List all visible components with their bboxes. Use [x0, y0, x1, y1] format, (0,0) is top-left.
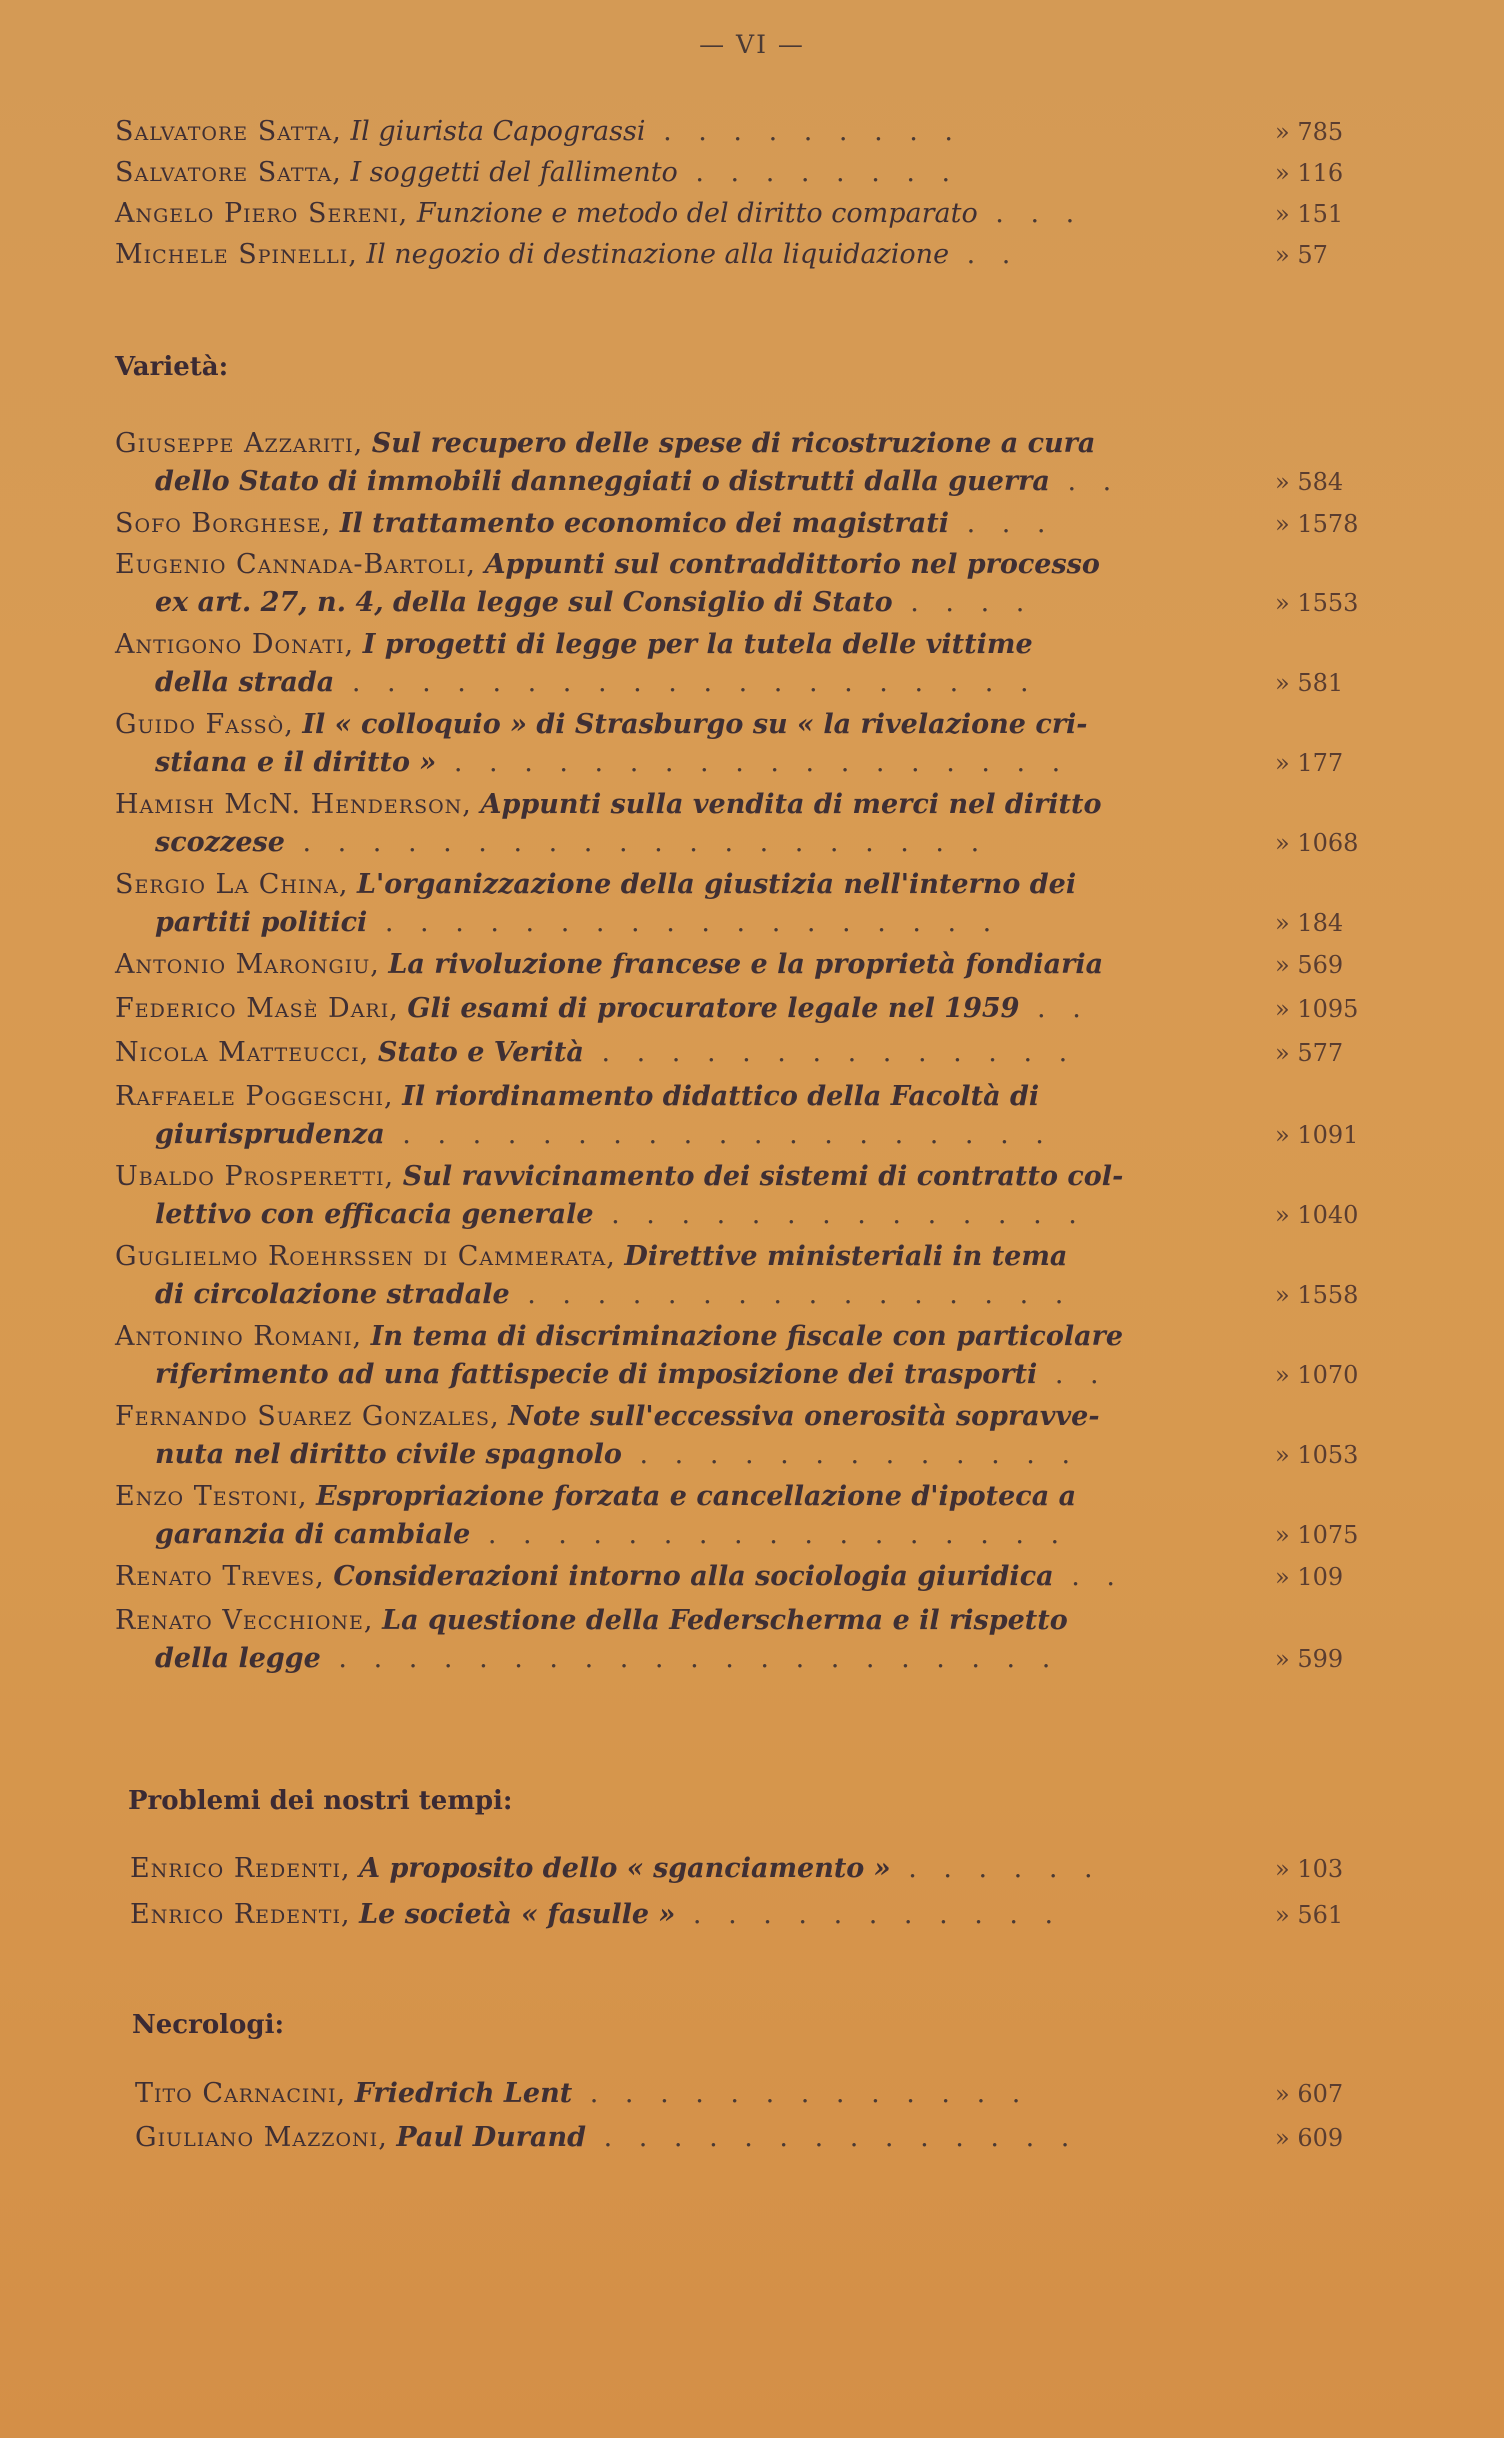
list-item — [115, 866, 1415, 946]
list-item — [115, 113, 1415, 154]
entry-title: Sul recupero delle spese di ricostruzione a cura — [371, 428, 1096, 459]
page-reference: » 1070 — [1275, 1361, 1359, 1389]
page-reference: » 116 — [1275, 159, 1344, 187]
list-item — [115, 946, 1415, 990]
entry-author: Guido Fassò, — [115, 709, 294, 740]
entry-title-continued: lettivo con efficacia generale — [155, 1199, 594, 1230]
entry-title: Gli esami di procuratore legale nel 1959 — [407, 993, 1020, 1024]
page-reference: » 103 — [1275, 1855, 1344, 1883]
list-item — [115, 1398, 1415, 1478]
entry-title-continued: ex art. 27, n. 4, della legge sul Consiglio di Stato — [155, 587, 893, 618]
entry-title: I soggetti del fallimento — [350, 157, 678, 188]
leader-dots: . . . . . . . . . — [645, 116, 962, 147]
leader-dots: . . . . . . — [890, 1853, 1102, 1884]
page-reference: » 1095 — [1275, 995, 1359, 1023]
entry-author: Sergio La China, — [115, 869, 349, 900]
leader-dots: . . . . . . . . . . . . . . — [593, 1199, 1086, 1230]
list-item — [115, 1558, 1415, 1602]
section-heading-problemi: Problemi dei nostri tempi: — [128, 1786, 513, 1816]
leader-dots: . . . . . . . . . . . . . — [572, 2078, 1030, 2109]
entry-title: Note sull'eccessiva onerosità sopravve- — [508, 1401, 1100, 1432]
entry-author: Guglielmo Roehrssen di Cammerata, — [115, 1241, 616, 1272]
entry-author: Salvatore Satta, — [115, 157, 342, 188]
page-reference: » 785 — [1275, 118, 1344, 146]
page-reference: » 1075 — [1275, 1521, 1359, 1549]
leader-dots: . . . . . . . . — [677, 157, 960, 188]
page-reference: » 1068 — [1275, 829, 1359, 857]
entry-title: Considerazioni intorno alla sociologia giuridica — [333, 1561, 1054, 1592]
entry-author: Antonino Romani, — [115, 1321, 363, 1352]
entry-author: Angelo Piero Sereni, — [115, 198, 409, 229]
list-item — [115, 1238, 1415, 1318]
page-reference: » 177 — [1275, 749, 1344, 777]
varieta-list — [115, 425, 1415, 1682]
page-reference: » 184 — [1275, 909, 1344, 937]
page-reference: » 607 — [1275, 2080, 1344, 2108]
entry-title: Il negozio di destinazione alla liquidazione — [366, 239, 950, 270]
entry-author: Renato Vecchione, — [115, 1605, 374, 1636]
entry-title-continued: nuta nel diritto civile spagnolo — [155, 1439, 622, 1470]
entry-author: Ubaldo Prosperetti, — [115, 1161, 395, 1192]
leader-dots: . . . . . . . . . . . . . . . . . . . . — [284, 827, 989, 858]
entry-title-continued: partiti politici — [155, 907, 368, 938]
leader-dots: . . . . . . . . . . . . . . — [586, 2122, 1079, 2153]
page-reference: » 1558 — [1275, 1281, 1359, 1309]
page-reference: » 109 — [1275, 1563, 1344, 1591]
entry-title: La rivoluzione francese e la proprietà fondiaria — [388, 949, 1104, 980]
entry-author: Raffaele Poggeschi, — [115, 1081, 394, 1112]
leader-dots: . . . . . . . . . . . . . . — [583, 1037, 1077, 1068]
entry-title: Stato e Verità — [377, 1037, 584, 1068]
entry-title: Direttive ministeriali in tema — [624, 1241, 1068, 1272]
leader-dots: . . . . . . . . . . . . . . . . — [509, 1279, 1073, 1310]
entry-author: Sofo Borghese, — [115, 508, 332, 539]
leader-dots: . . . . . . . . . . . — [675, 1899, 1063, 1930]
entry-author: Giuliano Mazzoni, — [135, 2122, 388, 2153]
problemi-list — [130, 1850, 1430, 1942]
entry-title-continued: della strada — [155, 667, 335, 698]
entry-title: Appunti sul contraddittorio nel processo — [484, 549, 1100, 580]
necrologi-list — [135, 2075, 1435, 2163]
page-reference: » 1053 — [1275, 1441, 1359, 1469]
leader-dots: . . — [1049, 466, 1121, 497]
entry-title: A proposito dello « sganciamento » — [359, 1853, 891, 1884]
entry-title: Paul Durand — [396, 2122, 587, 2153]
page-reference: » 599 — [1275, 1645, 1344, 1673]
page-number: — VI — — [699, 30, 805, 59]
entry-author: Enrico Redenti, — [130, 1853, 351, 1884]
entry-author: Federico Masè Dari, — [115, 993, 399, 1024]
list-item — [135, 2075, 1435, 2119]
entry-title-continued: di circolazione stradale — [155, 1279, 510, 1310]
page-reference: » 1040 — [1275, 1201, 1359, 1229]
list-item — [115, 195, 1415, 236]
entry-title: La questione della Federscherma e il rispetto — [382, 1605, 1068, 1636]
entry-title: In tema di discriminazione fiscale con particolare — [370, 1321, 1124, 1352]
page-reference: » 569 — [1275, 951, 1344, 979]
entry-title: Friedrich Lent — [354, 2078, 573, 2109]
list-item — [115, 1318, 1415, 1398]
entry-title: Sul ravvicinamento dei sistemi di contratto col- — [402, 1161, 1124, 1192]
leader-dots: . . — [1037, 1359, 1108, 1390]
list-item — [115, 786, 1415, 866]
list-item — [115, 706, 1415, 786]
leader-dots: . . . . . . . . . . . . . . . . . . . . . — [320, 1643, 1060, 1674]
entry-title: I progetti di legge per la tutela delle vittime — [362, 629, 1033, 660]
entry-author: Hamish McN. Henderson, — [115, 789, 472, 820]
leader-dots: . . . . . . . . . . . . . . . . . . . . — [334, 667, 1038, 698]
section-heading-varieta: Varietà: — [115, 352, 229, 382]
page-reference: » 1091 — [1275, 1121, 1359, 1149]
list-item — [115, 154, 1415, 195]
entry-title-continued: giurisprudenza — [155, 1119, 385, 1150]
entry-author: Michele Spinelli, — [115, 239, 358, 270]
list-item — [115, 546, 1415, 626]
page-reference: » 57 — [1275, 241, 1328, 269]
list-item — [115, 1078, 1415, 1158]
entry-author: Antigono Donati, — [115, 629, 355, 660]
entry-title: Il « colloquio » di Strasburgo su « la rivelazione cri- — [302, 709, 1088, 740]
page-reference: » 609 — [1275, 2124, 1344, 2152]
entry-author: Giuseppe Azzariti, — [115, 428, 364, 459]
entry-title-continued: garanzia di cambiale — [155, 1519, 471, 1550]
entry-title: Funzione e metodo del diritto comparato — [416, 198, 978, 229]
entry-title: Appunti sulla vendita di merci nel diritto — [480, 789, 1102, 820]
entry-title: Le società « fasulle » — [359, 1899, 676, 1930]
entry-author: Renato Treves, — [115, 1561, 325, 1592]
section-heading-necrologi: Necrologi: — [132, 2010, 285, 2040]
list-item — [115, 1034, 1415, 1078]
entry-author: Enzo Testoni, — [115, 1481, 308, 1512]
leader-dots: . . . . . . . . . . . . . . . . . . — [436, 747, 1070, 778]
entry-author: Tito Carnacini, — [135, 2078, 347, 2109]
list-item — [115, 425, 1415, 505]
entry-title: Espropriazione forzata e cancellazione d'ipoteca a — [316, 1481, 1077, 1512]
page-reference: » 581 — [1275, 669, 1344, 697]
list-item — [115, 236, 1415, 277]
entry-author: Antonio Marongiu, — [115, 949, 380, 980]
list-item — [130, 1850, 1430, 1896]
entry-title: L'organizzazione della giustizia nell'interno dei — [357, 869, 1077, 900]
list-item — [115, 626, 1415, 706]
page-reference: » 561 — [1275, 1901, 1344, 1929]
entry-title-continued: della legge — [155, 1643, 321, 1674]
entry-author: Fernando Suarez Gonzales, — [115, 1401, 500, 1432]
entry-title: Il trattamento economico dei magistrati — [339, 508, 949, 539]
page-reference: » 577 — [1275, 1039, 1344, 1067]
leader-dots: . . . . . . . . . . . . . . . . . — [470, 1519, 1069, 1550]
list-item — [115, 1478, 1415, 1558]
page-reference: » 1553 — [1275, 589, 1359, 617]
entry-author: Eugenio Cannada-Bartoli, — [115, 549, 476, 580]
entry-title-continued: riferimento ad una fattispecie di imposizione dei trasporti — [155, 1359, 1038, 1390]
entry-author: Nicola Matteucci, — [115, 1037, 370, 1068]
entry-title-continued: dello Stato di immobili danneggiati o distrutti dalla guerra — [155, 466, 1050, 497]
list-item — [130, 1896, 1430, 1942]
list-item — [115, 505, 1415, 546]
leader-dots: . . — [949, 239, 1020, 270]
page-reference: » 151 — [1275, 200, 1344, 228]
leader-dots: . . . . — [892, 587, 1034, 618]
articles-list — [115, 113, 1415, 277]
entry-title-continued: stiana e il diritto » — [155, 747, 437, 778]
list-item — [115, 1602, 1415, 1682]
list-item — [115, 990, 1415, 1034]
leader-dots: . . . — [977, 198, 1084, 229]
entry-title: Il riordinamento didattico della Facoltà di — [402, 1081, 1040, 1112]
entry-author: Enrico Redenti, — [130, 1899, 351, 1930]
entry-title: Il giurista Capograssi — [350, 116, 646, 147]
leader-dots: . . . . . . . . . . . . . . . . . . — [367, 907, 1001, 938]
list-item — [135, 2119, 1435, 2163]
list-item — [115, 1158, 1415, 1238]
leader-dots: . . — [1053, 1561, 1124, 1592]
entry-author: Salvatore Satta, — [115, 116, 342, 147]
entry-title-continued: scozzese — [155, 827, 285, 858]
leader-dots: . . . . . . . . . . . . . . . . . . . — [384, 1119, 1053, 1150]
page-reference: » 584 — [1275, 468, 1344, 496]
leader-dots: . . . — [948, 508, 1055, 539]
page-reference: » 1578 — [1275, 510, 1359, 538]
leader-dots: . . . . . . . . . . . . . — [621, 1439, 1080, 1470]
leader-dots: . . — [1019, 993, 1090, 1024]
